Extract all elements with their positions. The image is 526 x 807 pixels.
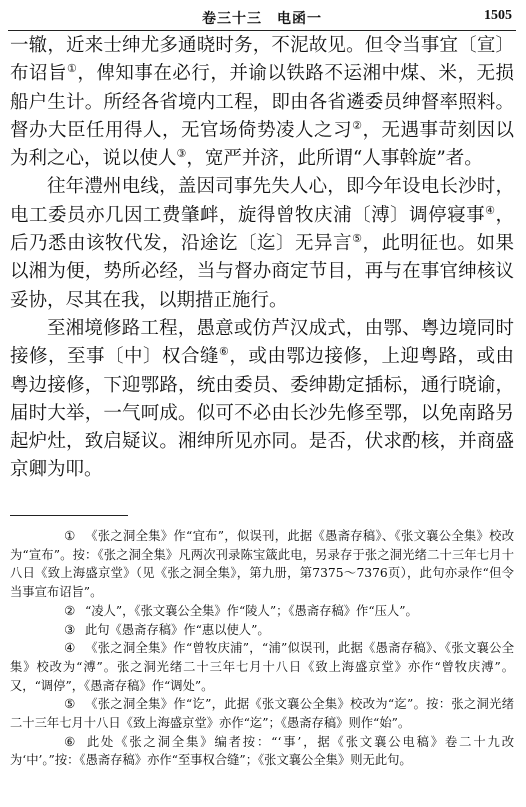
- header-rule: [8, 30, 516, 31]
- text-run: ，无遇事苛刻因以为利之心，说以使人: [10, 119, 514, 170]
- footnote-text: 《张之洞全集》作“曾牧庆浦”，“浦”似误刊，此据《愚斋存稿》、《张文襄公全集》校改为“溥”。张之洞光绪二十三年七月十八日《致上海盛京堂》亦作“曾牧庆溥”。又，“调停”，《愚斋存稿》作“调处”。: [10, 641, 514, 693]
- footnote-marker[interactable]: ③: [176, 147, 187, 161]
- footnote-text: “凌人”，《张文襄公全集》作“陵人”；《愚斋存稿》作“压人”。: [84, 603, 418, 618]
- paragraph-2: [10, 173, 514, 314]
- footnote-marker[interactable]: ⑥: [219, 345, 230, 359]
- footnote-text: 《张之洞全集》作“宜布”，似误刊，此据《愚斋存稿》、《张文襄公全集》校改为“宣布”。按：《张之洞全集》凡两次刊录陈宝箴此电，另录存于张之洞光绪二十三年七月十八日《致上海盛京堂》（见《张之洞全集》，第九册，第7375～7376页），此句亦录作“但令当事宣布诏旨”。: [10, 529, 514, 600]
- footnote-5: [10, 695, 514, 732]
- paragraph-1: [10, 32, 514, 173]
- paragraph-3: [10, 315, 514, 485]
- footnote-1: [10, 527, 514, 602]
- text-run: ，此明征也。如果以湘为便，势所必经，当与督办商定节目，再与在事官绅核议妥协，尽其在我，以期措正施行。: [10, 233, 514, 311]
- text-run: ，后乃悉由该牧代发，沿途讫〔迄〕无异言: [10, 204, 514, 255]
- text-run: 至湘境修路工程，愚意或仿芦汉成式，由鄂、粤边境同时接修，至事〔中〕权合缝: [10, 317, 514, 368]
- footnote-2: [10, 602, 514, 621]
- chapter-title: 卷三十三 电函一: [202, 11, 322, 27]
- text-run: ，宽严并济，此所谓“人事斡旋”者。: [186, 148, 483, 170]
- footnote-marker[interactable]: ①: [67, 62, 78, 76]
- footnote-text: 此处《张之洞全集》编者按：“‘事’，据《张文襄公电稿》卷二十九改为‘中’。”按：《愚斋存稿》亦作“至事权合缝”；《张文襄公全集》则无此句。: [10, 734, 514, 768]
- footnote-text: 此句《愚斋存稿》作“惠以使人”。: [84, 622, 270, 637]
- footnote-number: ⑥: [64, 734, 76, 749]
- text-run: 一辙，近来士绅尤多通晓时务，不泥故见。但令当事宜〔宣〕布诏旨: [10, 35, 514, 85]
- footnote-number: ②: [64, 603, 76, 618]
- text-run: ，或由鄂边接修，上迎粤路，或由粤边接修，下迎鄂路，统由委员、委绅勘定插标，通行晓谕，届时大举，一气呵成。似可不必由长沙先修至鄂，以免南路另起炉灶，致启疑议。湘绅所见亦同。是否，伏求酌核，并商盛京卿为叩。: [10, 346, 514, 481]
- page-number: 1505: [484, 8, 512, 23]
- footnote-text: 《张之洞全集》作“讫”，此据《张文襄公全集》校改为“迄”。按：张之洞光绪二十三年七月十八日《致上海盛京堂》亦作“迄”；《愚斋存稿》则作“始”。: [10, 697, 514, 731]
- footnotes: [10, 527, 514, 770]
- footnote-marker[interactable]: ⑤: [352, 231, 363, 245]
- footnote-marker[interactable]: ②: [352, 118, 363, 132]
- text-run: 往年澧州电线，盖因司事先失人心，即今年设电长沙时，电工委员亦几因工费肇衅，旋得曾牧庆浦〔溥〕调停寝事: [10, 176, 514, 226]
- text-run: ，俾知事在必行，并谕以铁路不运湘中煤、米，无损船户生计。所经各省境内工程，即由各省遴委员绅督率照料。督办大臣任用得人，无官场倚势凌人之习: [10, 63, 514, 141]
- footnote-4: [10, 639, 514, 695]
- main-text: [10, 32, 514, 485]
- footnote-number: ⑤: [64, 697, 76, 712]
- footnote-number: ③: [64, 622, 76, 637]
- footnote-number: ④: [64, 641, 76, 656]
- footnote-6: [10, 733, 514, 770]
- footnote-3: [10, 621, 514, 640]
- footnote-rule: [10, 515, 128, 516]
- running-header: [8, 6, 516, 28]
- footnote-number: ①: [64, 529, 76, 543]
- footnote-marker[interactable]: ④: [485, 203, 496, 217]
